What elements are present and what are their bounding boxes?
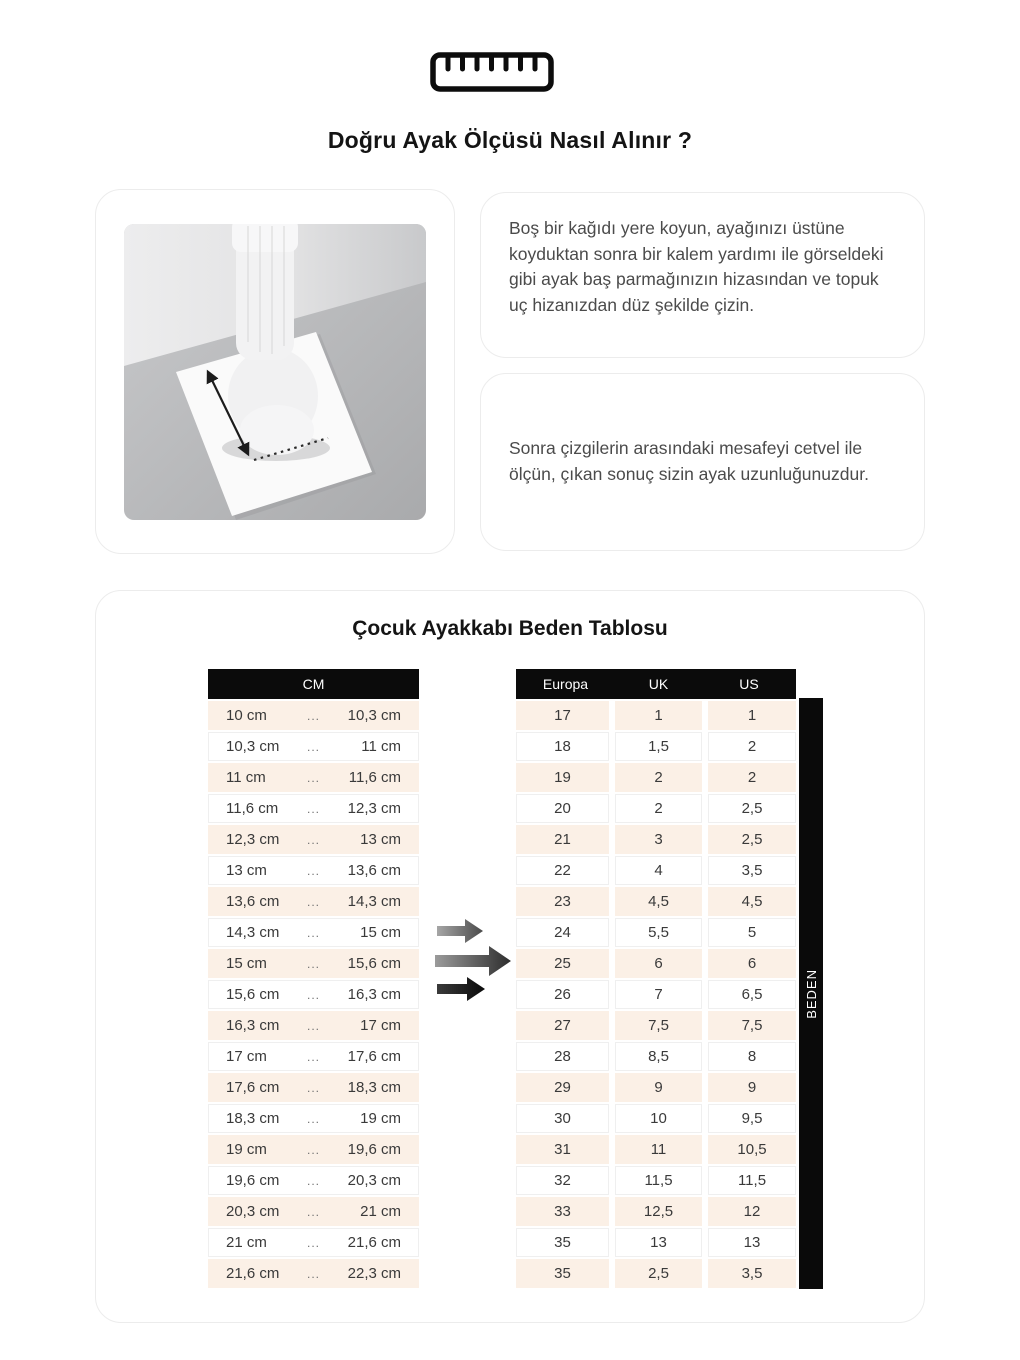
uk-size: 7: [615, 980, 702, 1009]
us-size: 10,5: [708, 1135, 796, 1164]
range-separator: ...: [306, 925, 320, 940]
range-separator: ...: [306, 832, 320, 847]
cm-table-row: [208, 1228, 419, 1257]
cm-table-row: [208, 794, 419, 823]
size-table-row: [516, 949, 796, 978]
transfer-arrows-icon: [433, 917, 513, 1001]
cm-range-high: 13 cm: [360, 831, 401, 848]
europa-size: 28: [516, 1042, 609, 1071]
uk-size: 2: [615, 794, 702, 823]
cm-range-low: 12,3 cm: [226, 831, 280, 848]
europa-size: 25: [516, 949, 609, 978]
europa-size: 32: [516, 1166, 609, 1195]
instruction-text-2: Sonra çizgilerin arasındaki mesafeyi cetvel ile ölçün, çıkan sonuç sizin ayak uzunluğunuzdur.: [509, 438, 869, 484]
europa-size: 33: [516, 1197, 609, 1226]
us-size: 9,5: [708, 1104, 796, 1133]
size-table-header: [516, 669, 796, 699]
foot-measurement-photo: [124, 224, 426, 520]
uk-size: 3: [615, 825, 702, 854]
size-table-row: [516, 1073, 796, 1102]
cm-header-label: CM: [302, 676, 325, 692]
europa-size: 22: [516, 856, 609, 885]
cm-range-high: 18,3 cm: [347, 1079, 401, 1096]
cm-range-high: 14,3 cm: [347, 893, 401, 910]
range-separator: ...: [306, 1204, 320, 1219]
cm-range-high: 12,3 cm: [347, 800, 401, 817]
range-separator: ...: [306, 1266, 320, 1281]
us-size: 2,5: [708, 794, 796, 823]
us-size: 2: [708, 732, 796, 761]
page-title: Doğru Ayak Ölçüsü Nasıl Alınır ?: [327, 127, 693, 153]
uk-size: 8,5: [615, 1042, 702, 1071]
cm-range-high: 10,3 cm: [347, 707, 401, 724]
size-table-row: [516, 980, 796, 1009]
cm-range-low: 19,6 cm: [226, 1172, 280, 1189]
cm-range-high: 11 cm: [361, 738, 401, 755]
range-separator: ...: [306, 801, 320, 816]
cm-range-low: 18,3 cm: [226, 1110, 280, 1127]
europa-size: 30: [516, 1104, 609, 1133]
uk-size: 2,5: [615, 1259, 702, 1288]
header-europa: Europa: [542, 676, 589, 692]
range-separator: ...: [306, 1080, 320, 1095]
range-separator: ...: [306, 1049, 320, 1064]
europa-size: 20: [516, 794, 609, 823]
us-size: 4,5: [708, 887, 796, 916]
uk-size: 11,5: [615, 1166, 702, 1195]
us-size: 13: [708, 1228, 796, 1257]
europa-size: 29: [516, 1073, 609, 1102]
uk-size: 11: [615, 1135, 702, 1164]
europa-size: 19: [516, 763, 609, 792]
us-size: 2: [708, 763, 796, 792]
size-table-row: [516, 918, 796, 947]
cm-range-high: 15,6 cm: [347, 955, 401, 972]
range-separator: ...: [306, 739, 320, 754]
range-separator: ...: [306, 987, 320, 1002]
uk-size: 1,5: [615, 732, 702, 761]
cm-range-low: 17,6 cm: [226, 1079, 280, 1096]
us-size: 2,5: [708, 825, 796, 854]
us-size: 5: [708, 918, 796, 947]
ruler-icon: [430, 52, 554, 92]
cm-range-low: 11,6 cm: [226, 800, 279, 817]
cm-range-high: 11,6 cm: [348, 769, 401, 786]
uk-size: 1: [615, 701, 702, 730]
beden-side-bar: [799, 698, 823, 1289]
us-size: 8: [708, 1042, 796, 1071]
cm-table-row: [208, 1135, 419, 1164]
uk-size: 9: [615, 1073, 702, 1102]
cm-table-header: [208, 669, 419, 699]
range-separator: ...: [306, 956, 320, 971]
europa-size: 24: [516, 918, 609, 947]
uk-size: 6: [615, 949, 702, 978]
size-table-row: [516, 1259, 796, 1288]
us-size: 7,5: [708, 1011, 796, 1040]
cm-range-low: 10 cm: [226, 707, 267, 724]
europa-size: 35: [516, 1228, 609, 1257]
cm-range-high: 22,3 cm: [347, 1265, 401, 1282]
size-table-row: [516, 794, 796, 823]
cm-table-row: [208, 887, 419, 916]
cm-table-row: [208, 825, 419, 854]
cm-table-row: [208, 949, 419, 978]
cm-table-row: [208, 1197, 419, 1226]
cm-table-row: [208, 1042, 419, 1071]
cm-range-low: 20,3 cm: [226, 1203, 280, 1220]
beden-label: BEDEN: [803, 968, 819, 1019]
size-table-row: [516, 1042, 796, 1071]
europa-size: 31: [516, 1135, 609, 1164]
cm-table-row: [208, 1259, 419, 1288]
cm-table-row: [208, 1073, 419, 1102]
range-separator: ...: [306, 1142, 320, 1157]
size-table-row: [516, 1228, 796, 1257]
cm-range-low: 19 cm: [226, 1141, 267, 1158]
cm-range-high: 13,6 cm: [347, 862, 401, 879]
europa-size: 35: [516, 1259, 609, 1288]
cm-range-high: 19,6 cm: [347, 1141, 401, 1158]
uk-size: 7,5: [615, 1011, 702, 1040]
cm-table-row: [208, 732, 419, 761]
cm-range-low: 17 cm: [226, 1048, 267, 1065]
size-table-row: [516, 887, 796, 916]
cm-range-high: 15 cm: [360, 924, 401, 941]
header-us: US: [739, 676, 759, 692]
cm-table-row: [208, 763, 419, 792]
instruction-box-2: [480, 373, 925, 551]
europa-size: 26: [516, 980, 609, 1009]
header-uk: UK: [648, 676, 669, 692]
cm-range-low: 14,3 cm: [226, 924, 280, 941]
range-separator: ...: [306, 770, 320, 785]
size-table-row: [516, 825, 796, 854]
cm-table-row: [208, 1011, 419, 1040]
instruction-box-1: [480, 192, 925, 358]
cm-range-low: 15,6 cm: [226, 986, 280, 1003]
cm-table-row: [208, 1104, 419, 1133]
cm-table-row: [208, 918, 419, 947]
size-table-row: [516, 1011, 796, 1040]
cm-range-low: 16,3 cm: [226, 1017, 280, 1034]
us-size: 3,5: [708, 1259, 796, 1288]
size-table-row: [516, 1166, 796, 1195]
size-table-row: [516, 763, 796, 792]
uk-size: 4,5: [615, 887, 702, 916]
cm-range-high: 17,6 cm: [347, 1048, 401, 1065]
measurement-photo-card: [95, 189, 455, 554]
uk-size: 2: [615, 763, 702, 792]
europa-size: 17: [516, 701, 609, 730]
range-separator: ...: [306, 1111, 320, 1126]
range-separator: ...: [306, 863, 320, 878]
size-chart-title: Çocuk Ayakkabı Beden Tablosu: [352, 617, 668, 640]
us-size: 1: [708, 701, 796, 730]
uk-size: 13: [615, 1228, 702, 1257]
cm-range-low: 11 cm: [226, 769, 266, 786]
size-chart-card: [95, 590, 925, 1323]
us-size: 3,5: [708, 856, 796, 885]
size-table-row: [516, 701, 796, 730]
cm-range-low: 21 cm: [226, 1234, 267, 1251]
instruction-text-1: Boş bir kağıdı yere koyun, ayağınızı üstüne koyduktan sonra bir kalem yardımı ile görseldeki gibi ayak baş parmağınızın hizasından ve topuk uç hizanızdan düz şekilde çizin.: [509, 218, 884, 315]
cm-range-high: 19 cm: [360, 1110, 401, 1127]
size-table-row: [516, 856, 796, 885]
uk-size: 4: [615, 856, 702, 885]
us-size: 9: [708, 1073, 796, 1102]
cm-range-high: 17 cm: [360, 1017, 401, 1034]
cm-range-high: 21,6 cm: [347, 1234, 401, 1251]
us-size: 6: [708, 949, 796, 978]
range-separator: ...: [306, 1173, 320, 1188]
cm-range-low: 15 cm: [226, 955, 267, 972]
cm-table-row: [208, 856, 419, 885]
cm-range-low: 21,6 cm: [226, 1265, 280, 1282]
cm-range-high: 20,3 cm: [347, 1172, 401, 1189]
cm-table-row: [208, 701, 419, 730]
range-separator: ...: [306, 894, 320, 909]
uk-size: 5,5: [615, 918, 702, 947]
cm-range-low: 13 cm: [226, 862, 267, 879]
cm-range-low: 13,6 cm: [226, 893, 280, 910]
us-size: 6,5: [708, 980, 796, 1009]
europa-size: 18: [516, 732, 609, 761]
cm-table-row: [208, 1166, 419, 1195]
europa-size: 21: [516, 825, 609, 854]
cm-range-high: 21 cm: [360, 1203, 401, 1220]
cm-range-high: 16,3 cm: [347, 986, 401, 1003]
uk-size: 12,5: [615, 1197, 702, 1226]
range-separator: ...: [306, 708, 320, 723]
size-table: [516, 669, 796, 1290]
europa-size: 23: [516, 887, 609, 916]
size-table-row: [516, 1197, 796, 1226]
size-table-row: [516, 1104, 796, 1133]
cm-range-low: 10,3 cm: [226, 738, 280, 755]
us-size: 11,5: [708, 1166, 796, 1195]
uk-size: 10: [615, 1104, 702, 1133]
europa-size: 27: [516, 1011, 609, 1040]
size-table-row: [516, 732, 796, 761]
range-separator: ...: [306, 1018, 320, 1033]
size-table-row: [516, 1135, 796, 1164]
range-separator: ...: [306, 1235, 320, 1250]
cm-table-row: [208, 980, 419, 1009]
cm-table: [208, 669, 419, 1290]
us-size: 12: [708, 1197, 796, 1226]
